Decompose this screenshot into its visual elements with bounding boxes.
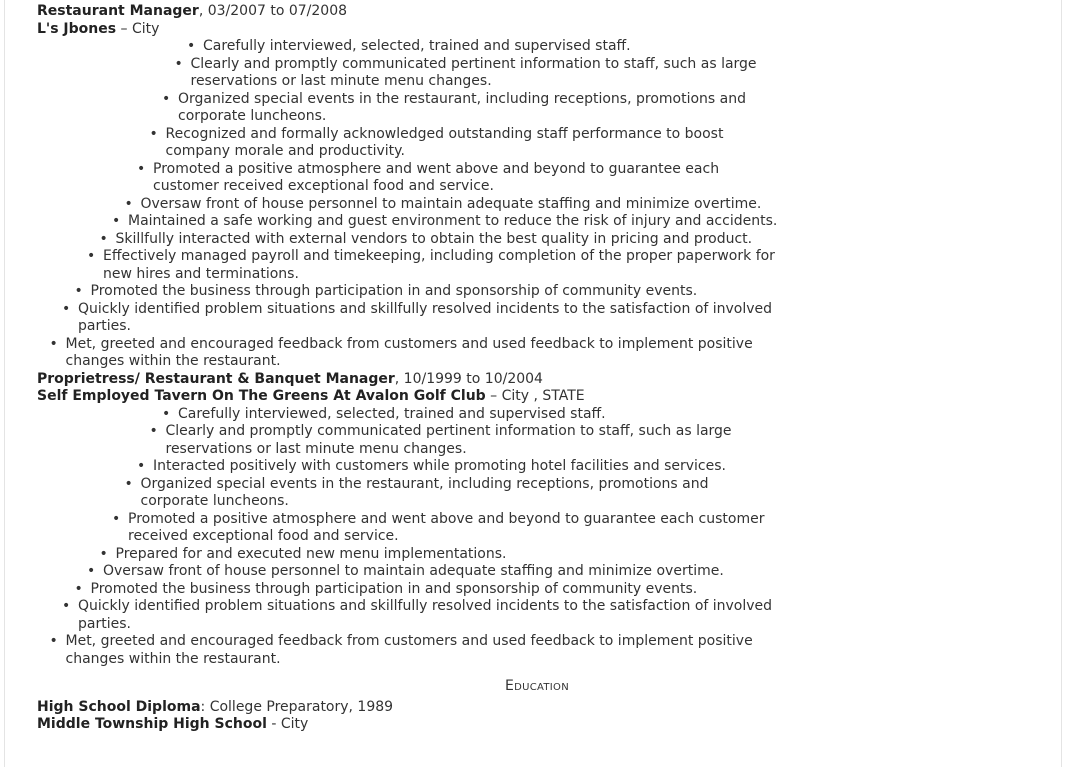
bullet-text: Quickly identified problem situations and skillfully resolved incidents to the satisfaction of involved [78,598,773,614]
employer-name: L's Jbones [37,20,117,37]
bullet-dot: • [62,300,71,317]
resume-page [4,0,1062,767]
bullet-dot: • [149,423,158,439]
bullet-text: Skillfully interacted with external vendors to obtain the best quality in pricing and product. [115,230,753,247]
bullet-dot: • [162,405,171,422]
bullet-text: parties. [78,318,131,334]
bullet-text: Prepared for and executed new menu implementations. [115,545,507,562]
bullet-text: changes within the restaurant. [65,353,281,369]
bullet-text: Clearly and promptly communicated pertinent information to staff, such as large [165,423,732,439]
job-dates: , 10/1999 to 10/2004 [394,370,543,387]
bullet-text: Interacted positively with customers while promoting hotel facilities and services. [153,458,726,474]
bullet-dot: • [137,160,146,177]
employer-location: – City , STATE [485,388,585,404]
bullet-dot: • [162,90,171,107]
bullet-text: changes within the restaurant. [65,650,281,667]
bullet-dot: • [112,213,121,229]
list-item [37,231,1037,249]
bullet-dot: • [49,633,58,649]
bullet-text: corporate luncheons. [178,108,327,124]
job-bullet-list [37,38,1037,371]
bullet-dot: • [149,125,158,142]
bullet-text: Met, greeted and encouraged feedback from customers and used feedback to implement positive [65,335,753,352]
school-name: Middle Township High School [37,716,267,732]
list-item [37,161,1037,196]
bullet-text: Carefully interviewed, selected, trained and supervised staff. [203,38,631,54]
bullet-dot: • [99,545,108,562]
job-dates: , 03/2007 to 07/2008 [198,3,348,19]
bullet-dot: • [49,335,58,352]
degree: High School Diploma [37,698,201,715]
bullet-text: parties. [78,615,131,632]
list-item [37,301,1037,336]
bullet-text: Oversaw front of house personnel to maintain adequate staffing and minimize overtime. [103,563,724,579]
bullet-text: Promoted the business through participation in and sponsorship of community events. [90,283,698,299]
list-item [37,56,1037,91]
bullet-text: Organized special events in the restaurant, including receptions, promotions and [140,475,709,492]
bullet-text: customer received exceptional food and service. [153,178,494,194]
bullet-dot: • [74,580,83,597]
list-item [37,511,1037,546]
list-item [37,248,1037,283]
bullet-dot: • [124,195,133,212]
bullet-text: Met, greeted and encouraged feedback from customers and used feedback to implement positive [65,633,753,649]
bullet-text: Promoted a positive atmosphere and went above and beyond to guarantee each customer [128,510,765,527]
job-title-line [37,371,1037,389]
bullet-text: Effectively managed payroll and timekeeping, including completion of the proper paperwork for [103,248,775,264]
bullet-text: Promoted the business through participation in and sponsorship of community events. [90,580,698,597]
bullet-text: Clearly and promptly communicated pertinent information to staff, such as large [190,55,757,72]
list-item [37,126,1037,161]
list-item [37,423,1037,458]
school-line [37,716,1037,734]
bullet-text: company morale and productivity. [165,143,405,159]
job-entry-2 [37,371,1037,669]
school-location: - City [266,716,309,732]
employer-name: Self Employed Tavern On The Greens At Avalon Golf Club [37,388,486,404]
education-entry [37,699,1037,734]
list-item [37,581,1037,599]
bullet-dot: • [87,248,96,264]
bullet-dot: • [112,510,121,527]
list-item [37,336,1037,371]
bullet-dot: • [62,598,71,614]
bullet-text: Oversaw front of house personnel to maintain adequate staffing and minimize overtime. [140,195,762,212]
bullet-text: received exceptional food and service. [128,528,399,544]
list-item [37,213,1037,231]
list-item [37,196,1037,214]
resume-content [37,3,1037,734]
bullet-dot: • [87,563,96,579]
job-entry-1 [37,3,1037,371]
bullet-text: Quickly identified problem situations and skillfully resolved incidents to the satisfaction of involved [78,300,773,317]
degree-line [37,699,1037,717]
employer-line [37,388,1037,406]
bullet-dot: • [124,475,133,492]
employer-location: – City [116,20,160,37]
job-title: Proprietress/ Restaurant & Banquet Manager [37,370,395,387]
bullet-text: Maintained a safe working and guest environment to reduce the risk of injury and accidents. [128,213,778,229]
bullet-dot: • [174,55,183,72]
job-bullet-list [37,406,1037,669]
bullet-dot: • [137,458,146,474]
employer-line [37,21,1037,39]
list-item [37,476,1037,511]
bullet-text: reservations or last minute menu changes. [190,73,492,89]
bullet-dot: • [187,38,196,54]
list-item [37,283,1037,301]
degree-field: : College Preparatory, 1989 [200,698,394,715]
list-item [37,598,1037,633]
list-item [37,38,1037,56]
job-title-line [37,3,1037,21]
list-item [37,633,1037,668]
bullet-text: Recognized and formally acknowledged outstanding staff performance to boost [165,125,724,142]
bullet-dot: • [99,230,108,247]
list-item [37,406,1037,424]
list-item [37,563,1037,581]
list-item [37,546,1037,564]
bullet-text: Carefully interviewed, selected, trained and supervised staff. [178,405,606,422]
list-item [37,458,1037,476]
bullet-text: Promoted a positive atmosphere and went above and beyond to guarantee each [153,160,720,177]
education-heading: Education [504,678,570,694]
bullet-text: new hires and terminations. [103,265,299,282]
bullet-text: corporate luncheons. [140,493,289,509]
bullet-dot: • [74,283,83,299]
bullet-text: Organized special events in the restaurant, including receptions, promotions and [178,90,746,107]
list-item [37,91,1037,126]
job-title: Restaurant Manager [37,3,199,19]
bullet-text: reservations or last minute menu changes. [165,440,467,457]
